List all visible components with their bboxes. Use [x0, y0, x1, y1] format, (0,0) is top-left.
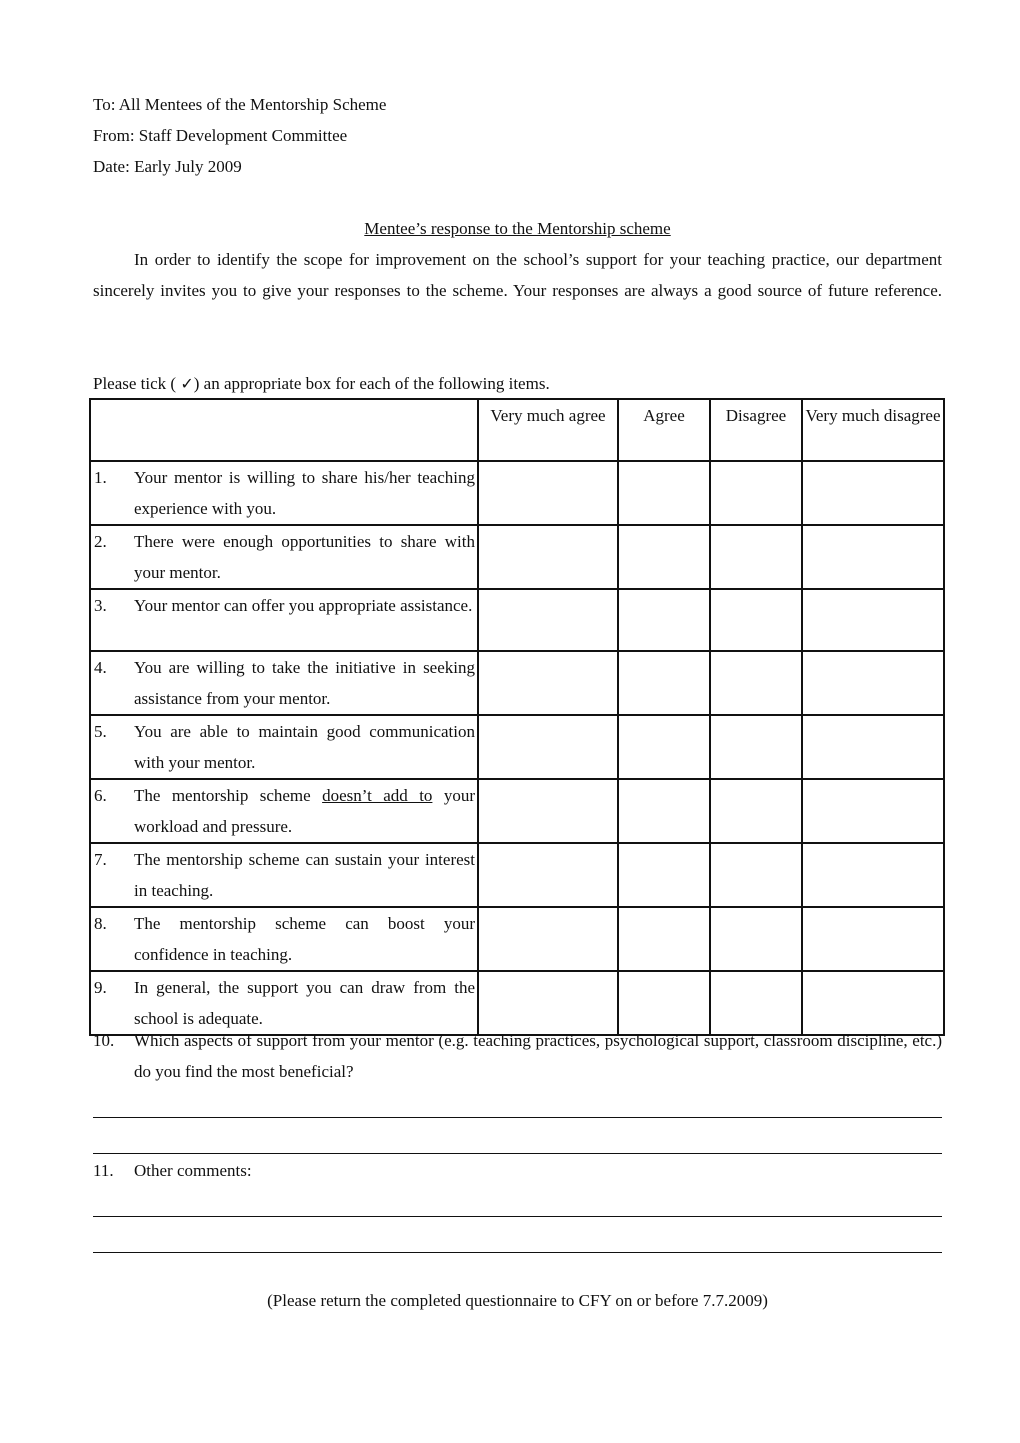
checkmark-icon: ✓: [180, 374, 194, 393]
tick-box-very-much-disagree[interactable]: [802, 779, 944, 843]
table-row: [90, 843, 944, 907]
table-row: [90, 779, 944, 843]
item-number: 6.: [94, 786, 107, 805]
memo-date: Date: Early July 2009: [93, 157, 242, 176]
tick-box-very-much-disagree[interactable]: [802, 843, 944, 907]
tick-box-agree[interactable]: [618, 525, 710, 589]
page-title: Mentee’s response to the Mentorship scheme: [364, 219, 671, 238]
item-number: 9.: [94, 978, 107, 997]
tick-box-very-much-agree[interactable]: [478, 461, 618, 525]
intro-paragraph: In order to identify the scope for improvement on the school’s support for your teaching practice, our department sincerely invites you to give your responses to the scheme. Your responses are always a good source of future reference.: [93, 250, 942, 300]
table-header-row: [90, 399, 944, 461]
item-statement: [90, 461, 478, 525]
item-statement: [90, 525, 478, 589]
question-10: 10. Which aspects of support from your mentor (e.g. teaching practices, psychological support, classroom discipline, etc.) do you find the most beneficial?: [93, 1031, 942, 1081]
tick-box-agree[interactable]: [618, 461, 710, 525]
tick-box-very-much-agree[interactable]: [478, 715, 618, 779]
response-table: [89, 398, 945, 1036]
item-statement: [90, 843, 478, 907]
item-text: In general, the support you can draw from the school is adequate.: [134, 978, 475, 1028]
tick-box-agree[interactable]: [618, 843, 710, 907]
answer-line-11b[interactable]: [93, 1252, 942, 1253]
memo-to: To: All Mentees of the Mentorship Scheme: [93, 95, 387, 114]
memo: [93, 89, 942, 399]
tick-box-agree[interactable]: [618, 779, 710, 843]
tick-box-disagree[interactable]: [710, 715, 802, 779]
col-very-much-agree: Very much agree: [478, 399, 618, 461]
tick-box-very-much-disagree[interactable]: [802, 907, 944, 971]
item-text: Your mentor can offer you appropriate assistance.: [134, 596, 473, 615]
tick-box-disagree[interactable]: [710, 843, 802, 907]
tick-box-very-much-agree[interactable]: [478, 651, 618, 715]
memo-header: [93, 89, 942, 182]
table-row: [90, 525, 944, 589]
answer-line-11a[interactable]: [93, 1216, 942, 1217]
return-note: (Please return the completed questionnaire to CFY on or before 7.7.2009): [267, 1291, 768, 1310]
tick-box-very-much-agree[interactable]: [478, 907, 618, 971]
item-statement: [90, 907, 478, 971]
tick-box-very-much-agree[interactable]: [478, 589, 618, 651]
item-number: 7.: [94, 850, 107, 869]
tick-box-very-much-disagree[interactable]: [802, 651, 944, 715]
item-text: There were enough opportunities to share with your mentor.: [134, 532, 475, 582]
blank-header-cell: [90, 399, 478, 461]
tick-box-disagree[interactable]: [710, 461, 802, 525]
tick-box-disagree[interactable]: [710, 779, 802, 843]
table-row: [90, 715, 944, 779]
tick-box-very-much-disagree[interactable]: [802, 715, 944, 779]
memo-from: From: Staff Development Committee: [93, 126, 348, 145]
item-number: 4.: [94, 658, 107, 677]
item-text: The mentorship scheme can boost your confidence in teaching.: [134, 914, 475, 964]
item-text: Your mentor is willing to share his/her teaching experience with you.: [134, 468, 475, 518]
tick-box-very-much-agree[interactable]: [478, 525, 618, 589]
item-statement: [90, 589, 478, 651]
tick-box-agree[interactable]: [618, 651, 710, 715]
item-text: The mentorship scheme can sustain your interest in teaching.: [134, 850, 475, 900]
tick-box-very-much-disagree[interactable]: [802, 461, 944, 525]
tick-box-agree[interactable]: [618, 589, 710, 651]
tick-box-very-much-disagree[interactable]: [802, 589, 944, 651]
tick-box-very-much-agree[interactable]: [478, 779, 618, 843]
table-row: [90, 461, 944, 525]
tick-box-very-much-agree[interactable]: [478, 843, 618, 907]
tick-box-disagree[interactable]: [710, 651, 802, 715]
answer-line-10a[interactable]: [93, 1117, 942, 1118]
item-number: 5.: [94, 722, 107, 741]
col-very-much-disagree: Very much disagree: [802, 399, 944, 461]
tick-box-very-much-disagree[interactable]: [802, 525, 944, 589]
col-agree: Agree: [618, 399, 710, 461]
item-number: 2.: [94, 532, 107, 551]
table-row: [90, 589, 944, 651]
item-statement: [90, 651, 478, 715]
item-number: 1.: [94, 468, 107, 487]
table-row: [90, 907, 944, 971]
tick-box-disagree[interactable]: [710, 907, 802, 971]
item-statement: [90, 779, 478, 843]
tick-instruction: Please tick ( ✓) an appropriate box for each of the following items.: [93, 374, 550, 393]
item-statement: [90, 715, 478, 779]
tick-box-disagree[interactable]: [710, 525, 802, 589]
item-text: You are able to maintain good communication with your mentor.: [134, 722, 475, 772]
item-text: The mentorship scheme doesn’t add to your workload and pressure.: [134, 786, 475, 836]
underlined-phrase: doesn’t add to: [322, 786, 433, 805]
answer-line-10b[interactable]: [93, 1153, 942, 1154]
table-row: [90, 651, 944, 715]
item-number: 3.: [94, 596, 107, 615]
tick-box-agree[interactable]: [618, 907, 710, 971]
tick-box-agree[interactable]: [618, 715, 710, 779]
tick-box-disagree[interactable]: [710, 589, 802, 651]
item-number: 8.: [94, 914, 107, 933]
col-disagree: Disagree: [710, 399, 802, 461]
question-11: 11. Other comments:: [93, 1161, 252, 1180]
item-text: You are willing to take the initiative in seeking assistance from your mentor.: [134, 658, 475, 708]
